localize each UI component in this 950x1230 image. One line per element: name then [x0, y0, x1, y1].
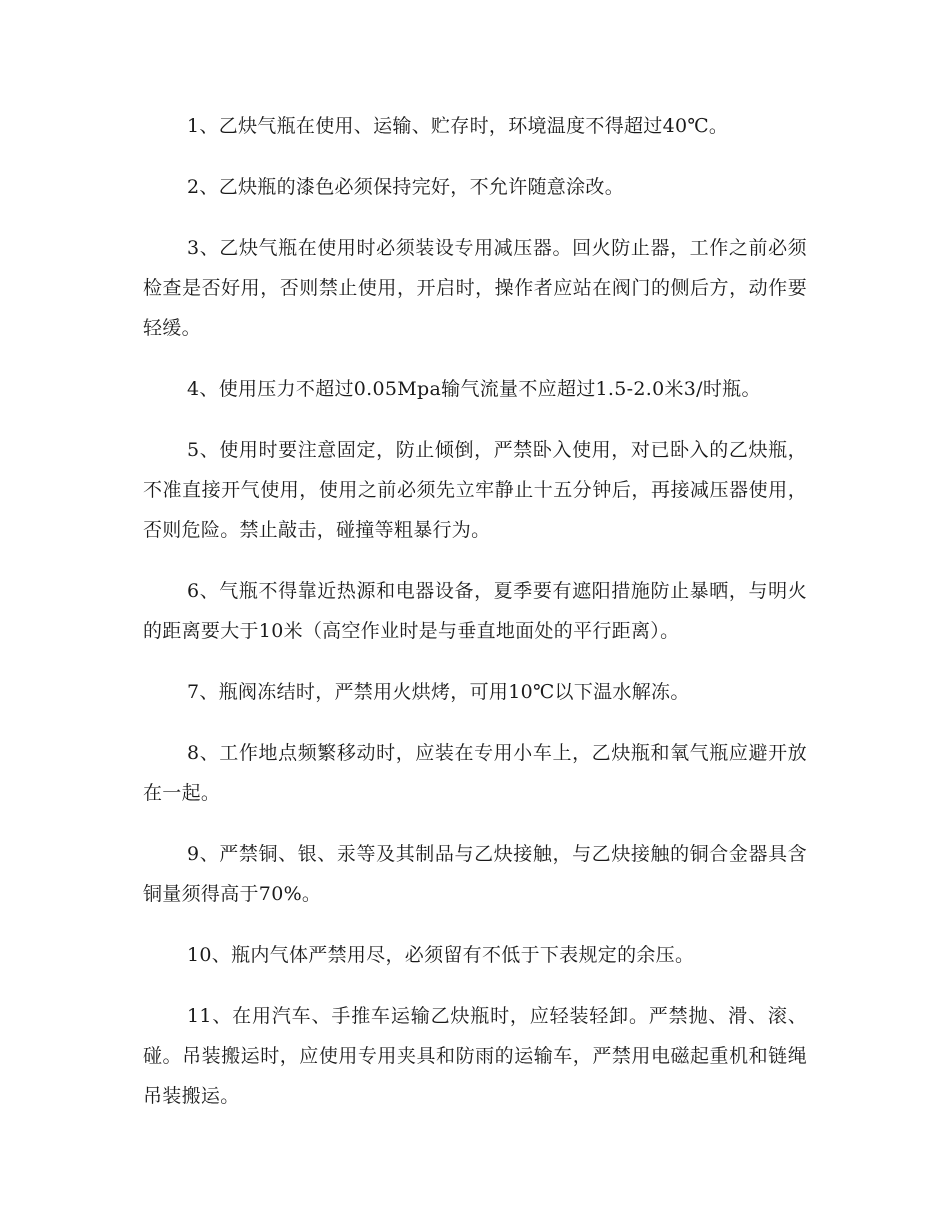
- paragraph-2: 2、乙炔瓶的漆色必须保持完好，不允许随意涂改。: [187, 176, 624, 198]
- paragraph-9: 9、严禁铜、银、汞等及其制品与乙炔接触，与乙炔接触的铜合金器具含铜量须得高于70%。: [143, 843, 807, 905]
- paragraph-5: 5、使用时要注意固定，防止倾倒，严禁卧入使用，对已卧入的乙炔瓶，不准直接开气使用，使用之前必须先立牢静止十五分钟后，再接减压器使用，否则危险。禁止敲击，碰撞等粗暴行为。: [143, 439, 807, 541]
- paragraph-3: 3、乙炔气瓶在使用时必须装设专用减压器。回火防止器，工作之前必须检查是否好用，否则禁止使用，开启时，操作者应站在阀门的侧后方，动作要轻缓。: [143, 237, 807, 339]
- paragraph-1: 1、乙炔气瓶在使用、运输、贮存时，环境温度不得超过40℃。: [187, 115, 729, 137]
- paragraph-7: 7、瓶阀冻结时，严禁用火烘烤，可用10℃以下温水解冻。: [187, 681, 690, 703]
- document-body: [143, 106, 807, 1137]
- paragraph-4: 4、使用压力不超过0.05Mpa输气流量不应超过1.5-2.0米3/时瓶。: [187, 378, 761, 400]
- paragraph-6: 6、气瓶不得靠近热源和电器设备，夏季要有遮阳措施防止暴晒，与明火的距离要大于10米（高空作业时是与垂直地面处的平行距离）。: [143, 580, 807, 642]
- paragraph-11: 11、在用汽车、手推车运输乙炔瓶时，应轻装轻卸。严禁抛、滑、滚、碰。吊装搬运时，应使用专用夹具和防雨的运输车，严禁用电磁起重机和链绳吊装搬运。: [143, 1005, 807, 1107]
- paragraph-10: 10、瓶内气体严禁用尽，必须留有不低于下表规定的余压。: [187, 944, 695, 966]
- paragraph-8: 8、工作地点频繁移动时，应装在专用小车上，乙炔瓶和氧气瓶应避开放在一起。: [143, 742, 807, 804]
